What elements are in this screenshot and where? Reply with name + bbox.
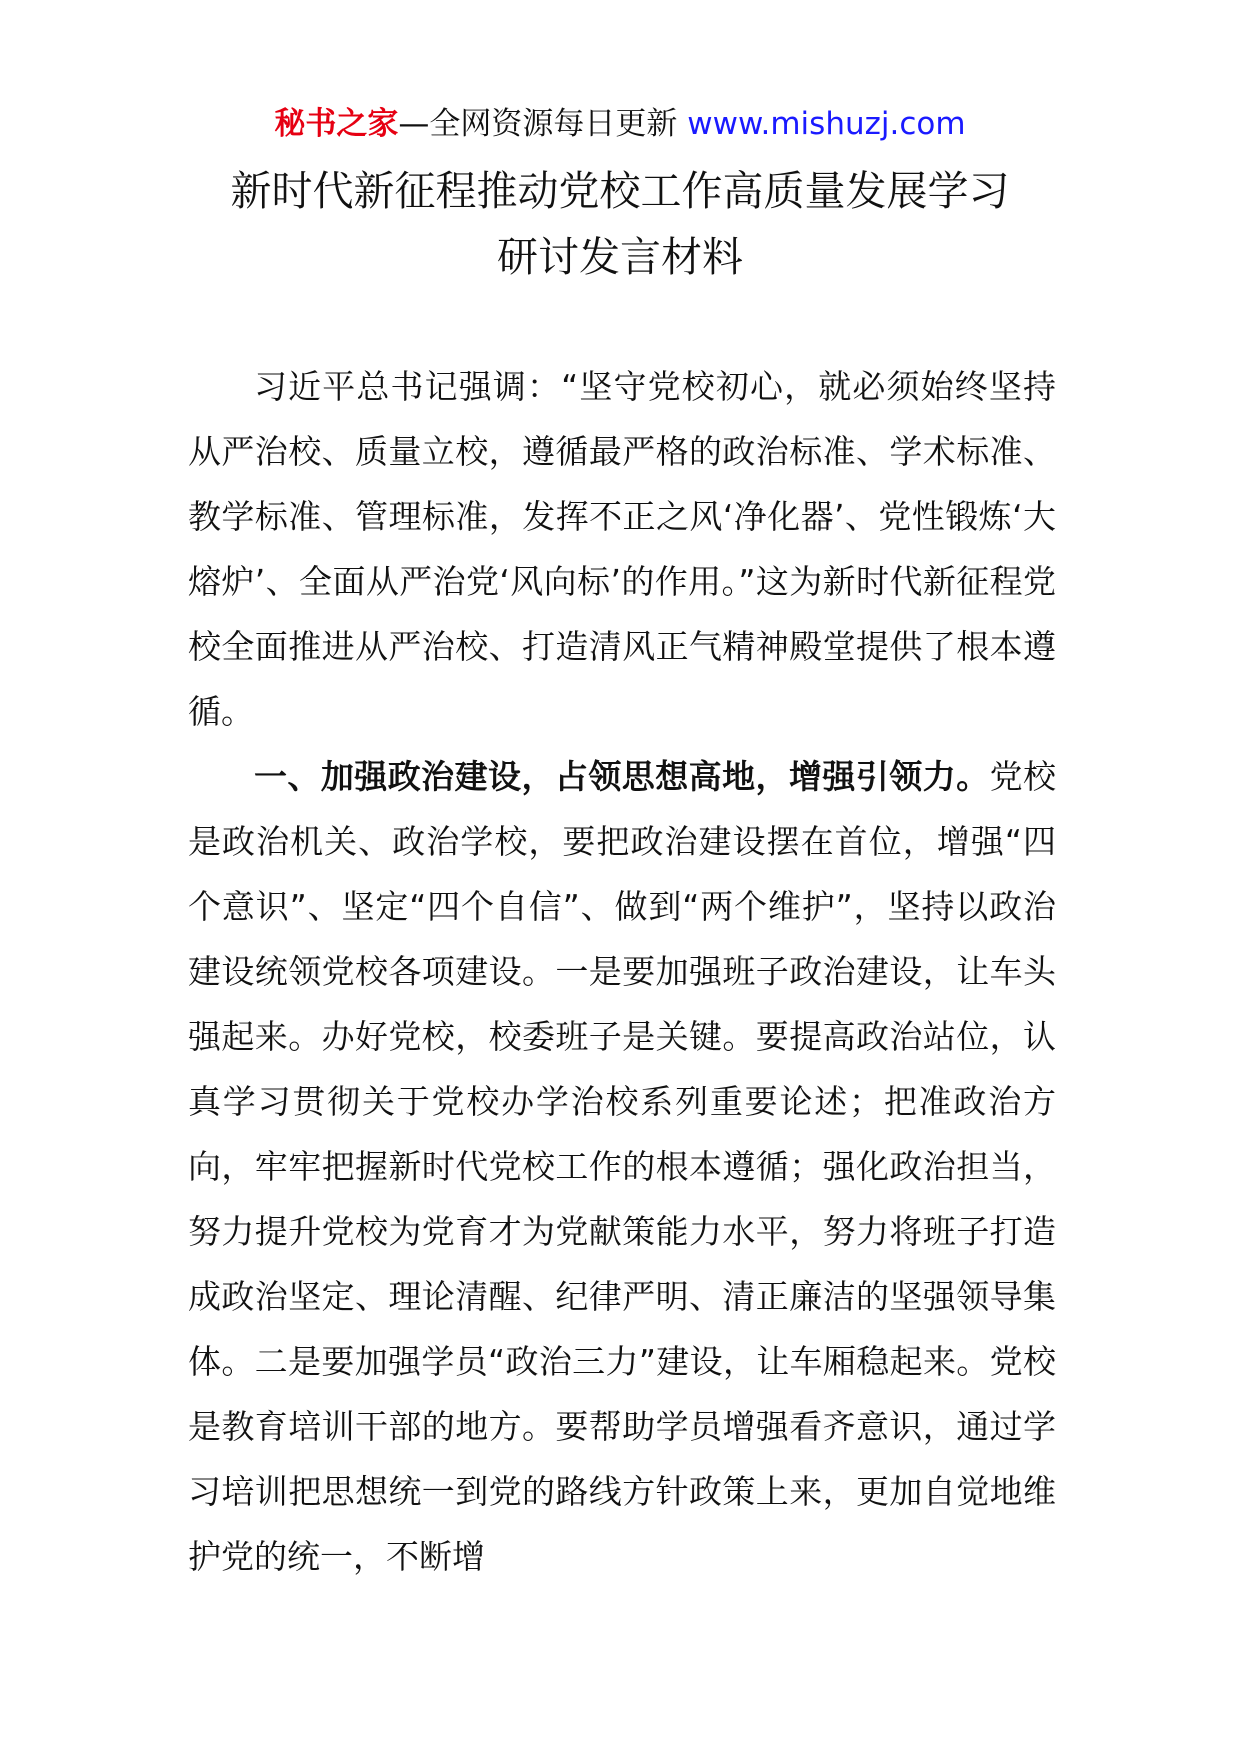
document-body bbox=[188, 354, 1056, 1589]
site-brand: 秘书之家 bbox=[274, 106, 399, 142]
section-1-heading: 一、加强政治建设，占领思想高地，增强引领力。 bbox=[254, 757, 990, 796]
section-1-text: 党校是政治机关、政治学校，要把政治建设摆在首位，增强“四个意识”、坚定“四个自信”、做到“两个维护”，坚持以政治建设统领党校各项建设。一是要加强班子政治建设，让车头强起来。办好党校，校委班子是关键。要提高政治站位，认真学习贯彻关于党校办学治校系列重要论述；把准政治方向，牢牢把握新时代党校工作的根本遵循；强化政治担当，努力提升党校为党育才为党献策能力水平，努力将班子打造成政治坚定、理论清醒、纪律严明、清正廉洁的坚强领导集体。二是要加强学员“政治三力”建设，让车厢稳起来。党校是教育培训干部的地方。要帮助学员增强看齐意识，通过学习培训把思想统一到党的路线方针政策上来，更加自觉地维护党的统一，不断增 bbox=[188, 757, 1057, 1576]
site-url-link[interactable]: www.mishuzj.com bbox=[687, 106, 966, 142]
title-line-2: 研讨发言材料 bbox=[497, 233, 743, 281]
paragraph-section-1 bbox=[188, 744, 1056, 1589]
paragraph-intro: 习近平总书记强调：“坚守党校初心，就必须始终坚持从严治校、质量立校，遵循最严格的政治标准、学术标准、教学标准、管理标准，发挥不正之风‘净化器’、党性锻炼‘大熔炉’、全面从严治党‘风向标’的作用。”这为新时代新征程党校全面推进从严治校、打造清风正气精神殿堂提供了根本遵循。 bbox=[188, 367, 1056, 731]
document-title bbox=[0, 158, 1240, 290]
site-header bbox=[0, 102, 1240, 146]
site-slogan: —全网资源每日更新 bbox=[398, 106, 688, 142]
title-line-1: 新时代新征程推动党校工作高质量发展学习 bbox=[230, 167, 1010, 215]
